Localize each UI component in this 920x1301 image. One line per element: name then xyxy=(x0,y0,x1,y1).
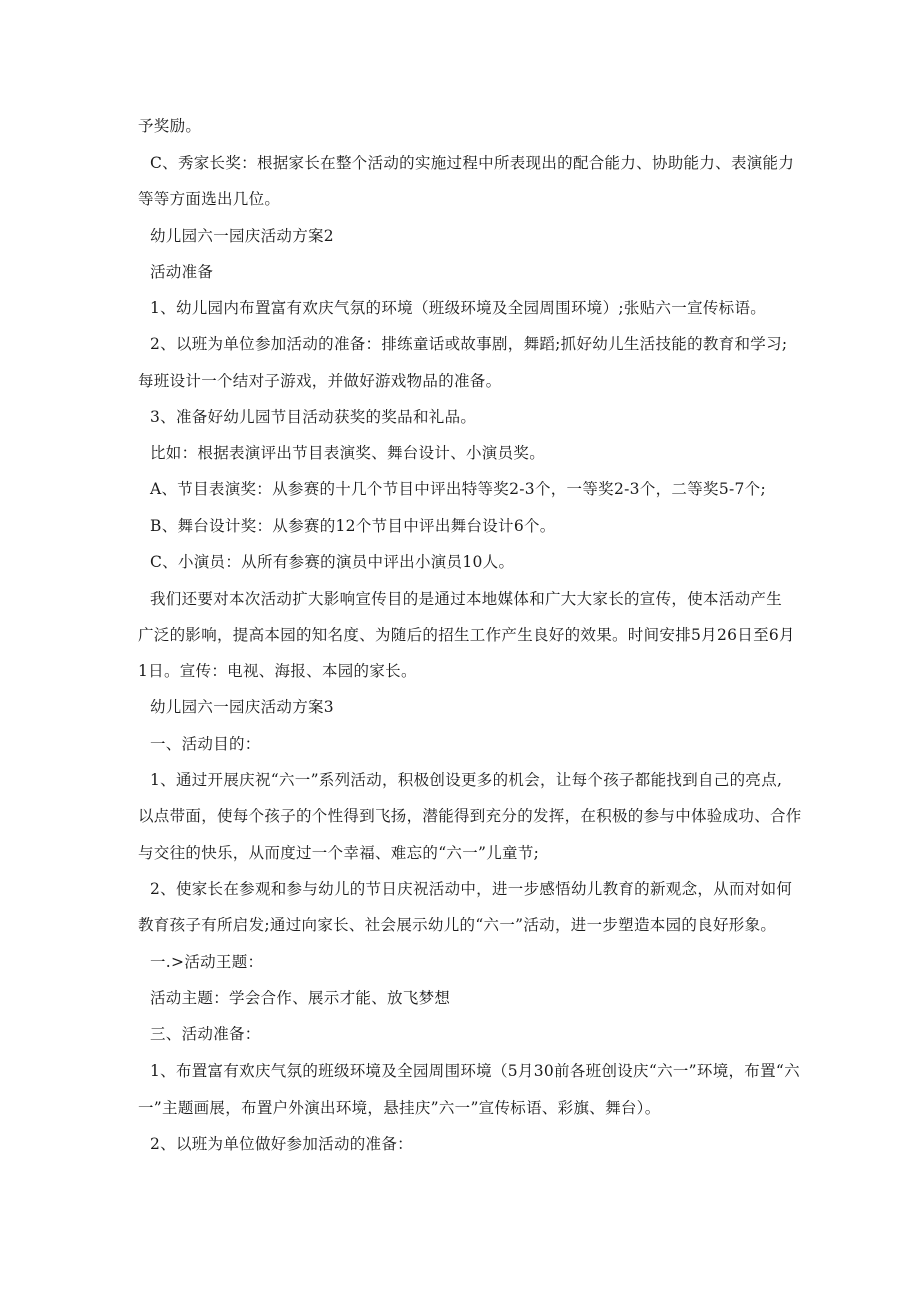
text-line: C、秀家长奖：根据家长在整个活动的实施过程中所表现出的配合能力、协助能力、表演能力 xyxy=(150,154,795,172)
text-line: 3、准备好幼儿园节目活动获奖的奖品和礼品。 xyxy=(150,408,477,426)
text-line: 三、活动准备： xyxy=(150,1025,261,1043)
text-line: 广泛的影响，提高本园的知名度、为随后的招生工作产生良好的效果。时间安排5月26日至6月 xyxy=(138,626,795,644)
text-line: A、节目表演奖：从参赛的十几个节目中评出特等奖2-3个，一等奖2-3个，二等奖5-7个; xyxy=(150,480,766,498)
section-heading: 幼儿园六一园庆活动方案3 xyxy=(150,698,334,716)
text-line: 1、幼儿园内布置富有欢庆气氛的环境（班级环境及全园周围环境）;张贴六一宣传标语。 xyxy=(150,299,767,317)
text-line: 活动准备 xyxy=(150,263,214,281)
text-line: 一、活动目的： xyxy=(150,735,261,753)
text-line: 与交往的快乐，从而度过一个幸福、难忘的“六一”儿童节; xyxy=(138,844,540,862)
text-line: 比如：根据表演评出节目表演奖、舞台设计、小演员奖。 xyxy=(150,444,546,462)
text-line: 2、使家长在参观和参与幼儿的节日庆祝活动中，进一步感悟幼儿教育的新观念，从而对如何 xyxy=(150,880,793,898)
section-heading: 幼儿园六一园庆活动方案2 xyxy=(150,227,334,245)
text-line: 活动主题：学会合作、展示才能、放飞梦想 xyxy=(150,989,451,1007)
text-line: 以点带面，使每个孩子的个性得到飞扬，潜能得到充分的发挥，在积极的参与中体验成功、合作 xyxy=(138,807,802,825)
text-line: 2、以班为单位做好参加活动的准备： xyxy=(150,1135,413,1153)
text-line: C、小演员：从所有参赛的演员中评出小演员10人。 xyxy=(150,553,515,571)
text-line: B、舞台设计奖：从参赛的12个节目中评出舞台设计6个。 xyxy=(150,517,556,535)
text-line: 1、通过开展庆祝“六一”系列活动，积极创设更多的机会，让每个孩子都能找到自己的亮点, xyxy=(150,771,783,789)
text-line: 1日。宣传：电视、海报、本园的家长。 xyxy=(138,662,417,680)
text-line: 2、以班为单位参加活动的准备：排练童话或故事剧，舞蹈;抓好幼儿生活技能的教育和学习; xyxy=(150,335,788,353)
text-line: 一”主题画展，布置户外演出环境，悬挂庆”六一”宣传标语、彩旗、舞台）。 xyxy=(138,1099,661,1117)
text-line: 1、布置富有欢庆气氛的班级环境及全园周围环境（5月30前各班创设庆“六一”环境，布置“六 xyxy=(150,1062,800,1080)
text-line: 每班设计一个结对子游戏，并做好游戏物品的准备。 xyxy=(138,372,502,390)
text-line: 教育孩子有所启发;通过向家长、社会展示幼儿的“六一”活动，进一步塑造本园的良好形象。 xyxy=(138,916,777,934)
text-line: 我们还要对本次活动扩大影响宣传目的是通过本地媒体和广大大家长的宣传，使本活动产生 xyxy=(150,590,783,608)
text-line: 予奖励。 xyxy=(138,117,202,135)
text-line: 等等方面选出几位。 xyxy=(138,190,281,208)
text-line: 一.>活动王题： xyxy=(150,953,264,971)
